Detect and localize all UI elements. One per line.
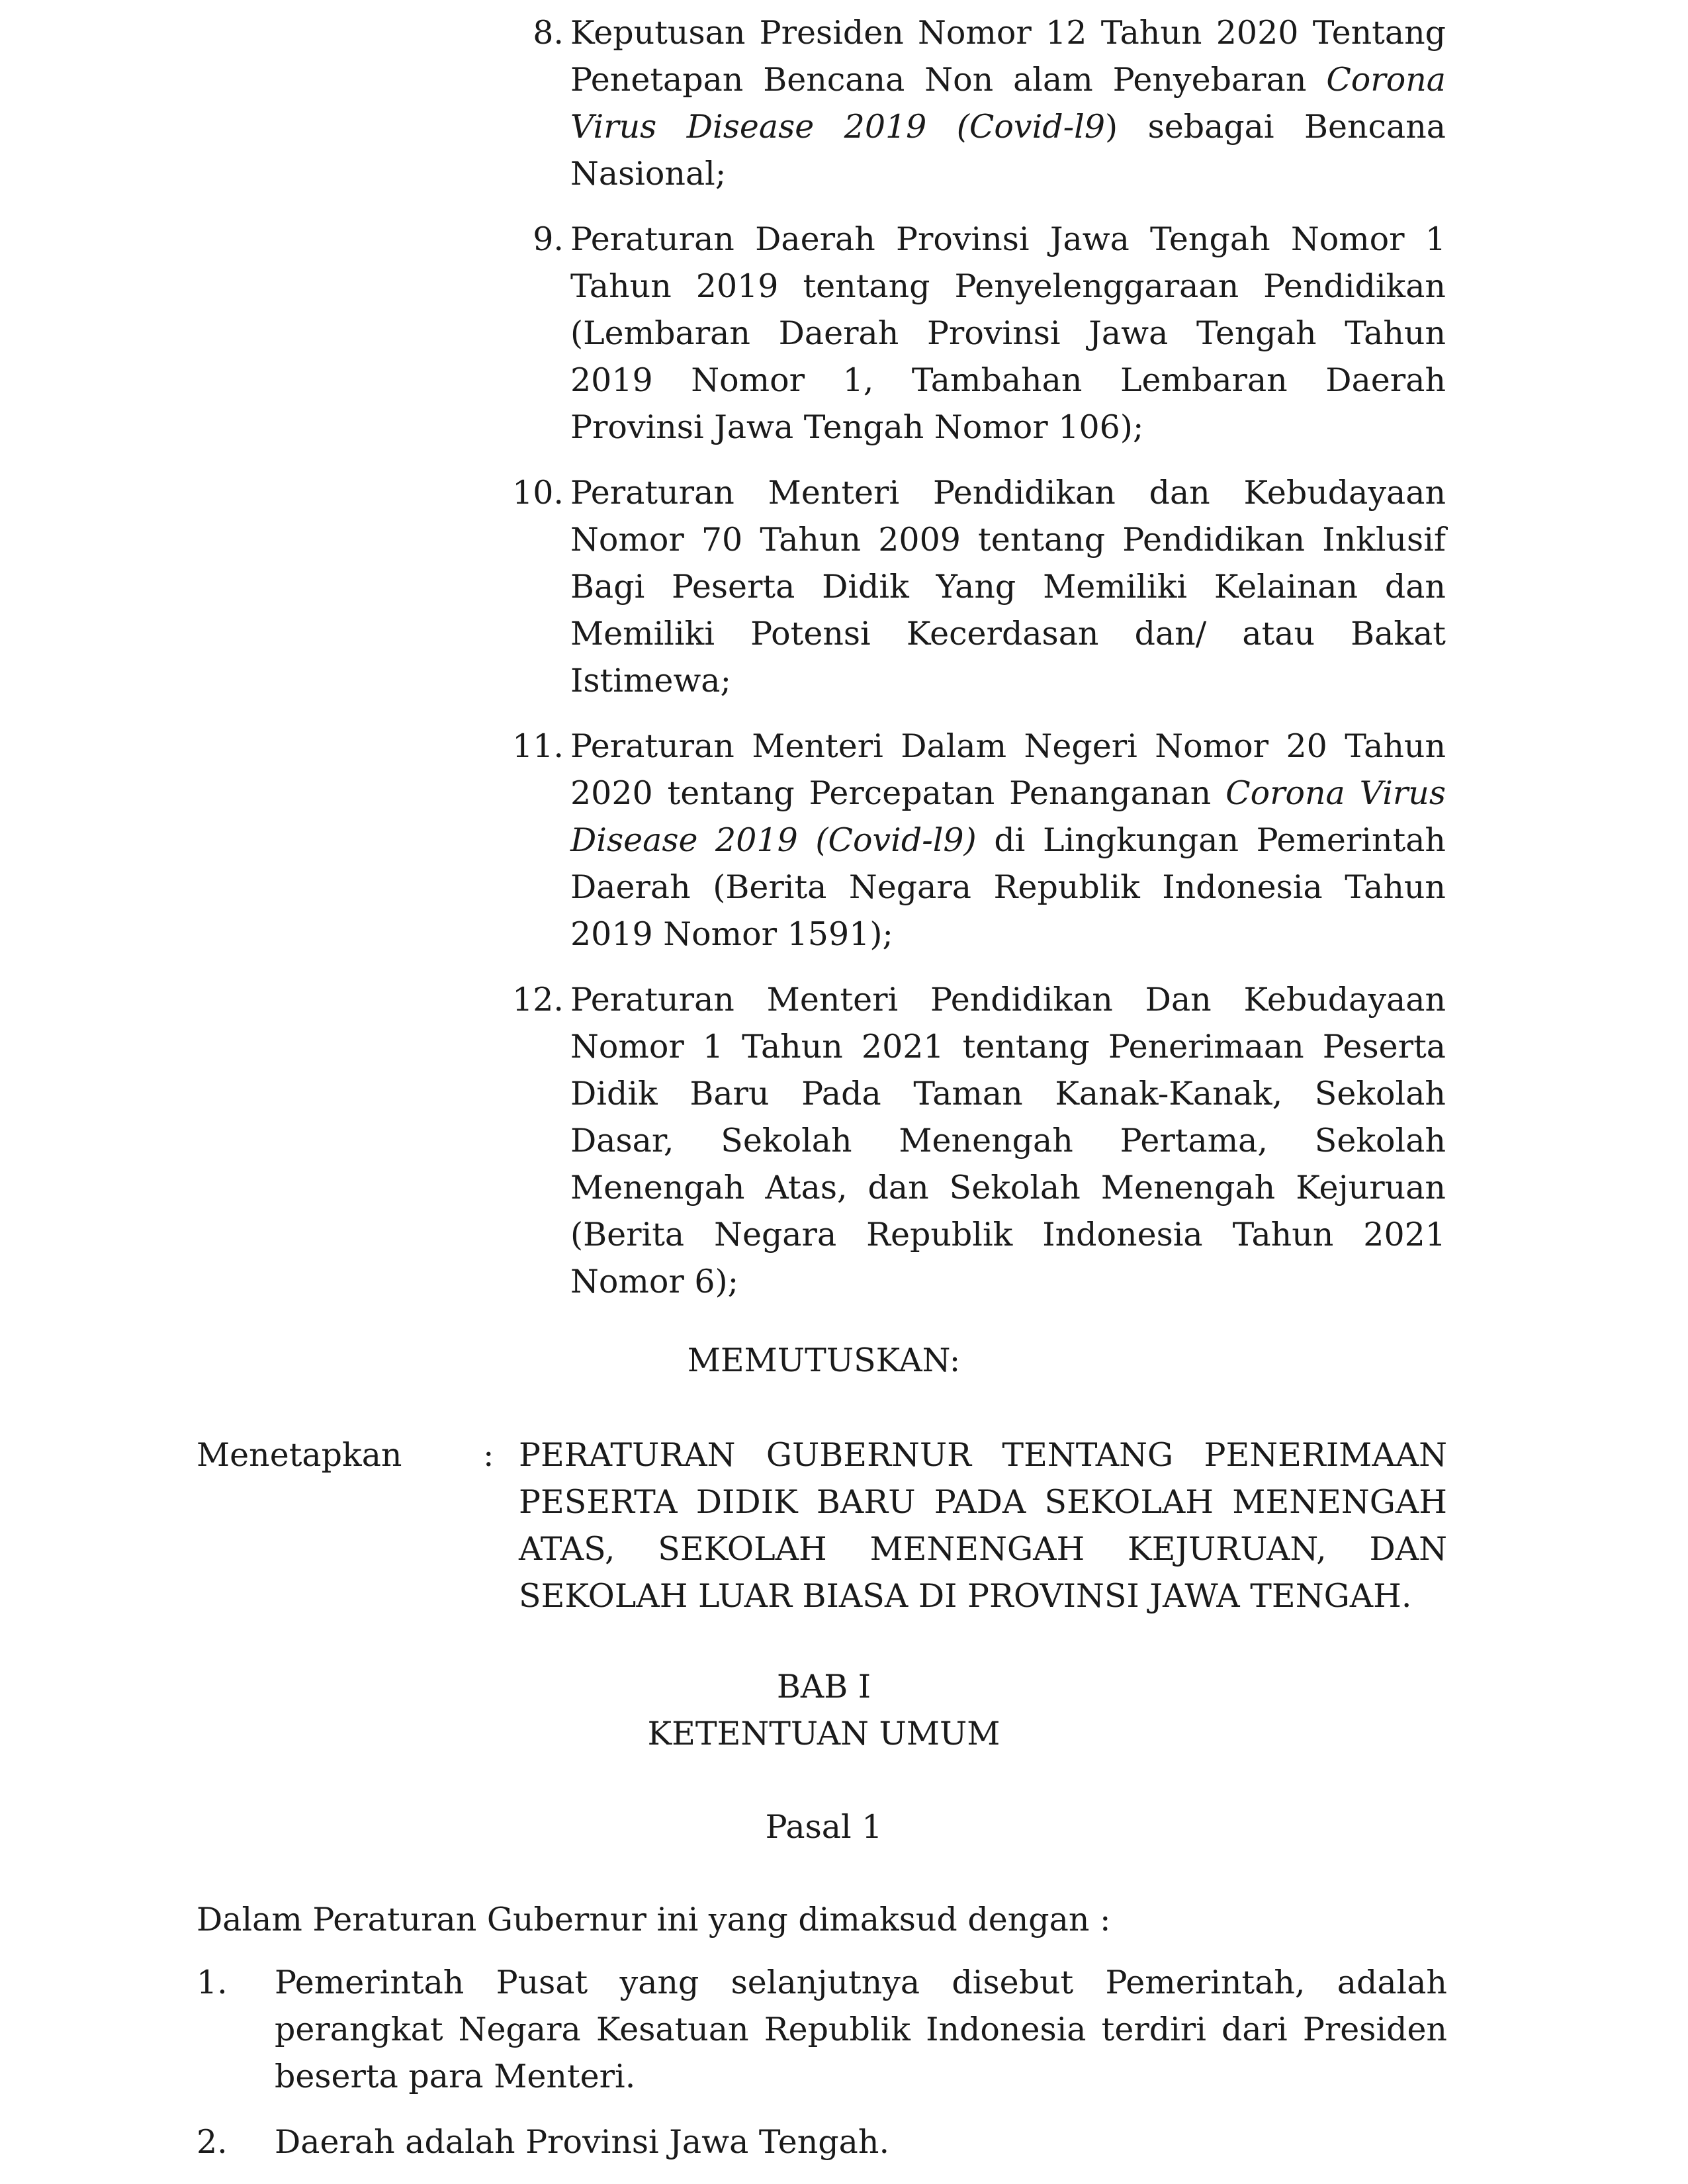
consideration-item: [503, 976, 1446, 1305]
definitions-intro: Dalam Peraturan Gubernur ini yang dimaksud dengan :: [197, 1901, 1111, 1938]
considerations-list: [503, 9, 1446, 1324]
consideration-number: 9.: [533, 220, 564, 258]
menetapkan-value: PERATURAN GUBERNUR TENTANG PENERIMAAN PESERTA DIDIK BARU PADA SEKOLAH MENENGAH ATAS, SEKOLAH MENENGAH KEJURUAN, DAN SEKOLAH LUAR BIASA DI PROVINSI JAWA TENGAH.: [519, 1436, 1447, 1615]
consideration-item: [503, 216, 1446, 451]
definition-text: Pemerintah Pusat yang selanjutnya disebut Pemerintah, adalah perangkat Negara Kesatuan Republik Indonesia terdiri dari Presiden beserta para Menteri.: [275, 1964, 1447, 2095]
consideration-text: Peraturan Menteri Dalam Negeri Nomor 20 Tahun 2020 tentang Percepatan Penanganan Corona Virus Disease 2019 (Covid-l9) di Lingkungan Pemerintah Daerah (Berita Negara Republik Indonesia Tahun 2019 Nomor 1591);: [570, 727, 1446, 953]
consideration-text: Peraturan Menteri Pendidikan Dan Kebudayaan Nomor 1 Tahun 2021 tentang Penerimaan Peserta Didik Baru Pada Taman Kanak-Kanak, Sekolah Dasar, Sekolah Menengah Pertama, Sekolah Menengah Atas, dan Sekolah Menengah Kejuruan (Berita Negara Republik Indonesia Tahun 2021 Nomor 6);: [570, 981, 1446, 1300]
chapter-title: KETENTUAN UMUM: [647, 1715, 1000, 1752]
definition-number: 1.: [197, 1964, 228, 2001]
article-heading: Pasal 1: [765, 1808, 883, 1846]
consideration-item: [503, 469, 1446, 704]
definition-item: [197, 2118, 1447, 2165]
consideration-number: 8.: [533, 14, 564, 52]
consideration-number: 12.: [512, 981, 564, 1019]
menetapkan-colon: :: [483, 1436, 494, 1474]
consideration-item: [503, 723, 1446, 958]
consideration-number: 11.: [512, 727, 564, 765]
consideration-number: 10.: [512, 474, 564, 512]
memutuskan-heading: MEMUTUSKAN:: [687, 1342, 961, 1379]
menetapkan-block: [197, 1432, 1447, 1619]
chapter-number: BAB I: [776, 1668, 871, 1706]
consideration-item: [503, 9, 1446, 197]
consideration-text: Keputusan Presiden Nomor 12 Tahun 2020 Tentang Penetapan Bencana Non alam Penyebaran Corona Virus Disease 2019 (Covid-l9) sebagai Bencana Nasional;: [570, 14, 1446, 193]
consideration-text: Peraturan Daerah Provinsi Jawa Tengah Nomor 1 Tahun 2019 tentang Penyelenggaraan Pendidikan (Lembaran Daerah Provinsi Jawa Tengah Tahun 2019 Nomor 1, Tambahan Lembaran Daerah Provinsi Jawa Tengah Nomor 106);: [570, 220, 1446, 446]
consideration-text: Peraturan Menteri Pendidikan dan Kebudayaan Nomor 70 Tahun 2009 tentang Pendidikan Inklusif Bagi Peserta Didik Yang Memiliki Kelainan dan Memiliki Potensi Kecerdasan dan/ atau Bakat Istimewa;: [570, 474, 1446, 700]
menetapkan-label: Menetapkan: [197, 1436, 402, 1474]
definition-text: Daerah adalah Provinsi Jawa Tengah.: [275, 2123, 890, 2161]
definitions-list: [197, 1959, 1447, 2184]
definition-item: [197, 1959, 1447, 2100]
definition-number: 2.: [197, 2123, 228, 2161]
